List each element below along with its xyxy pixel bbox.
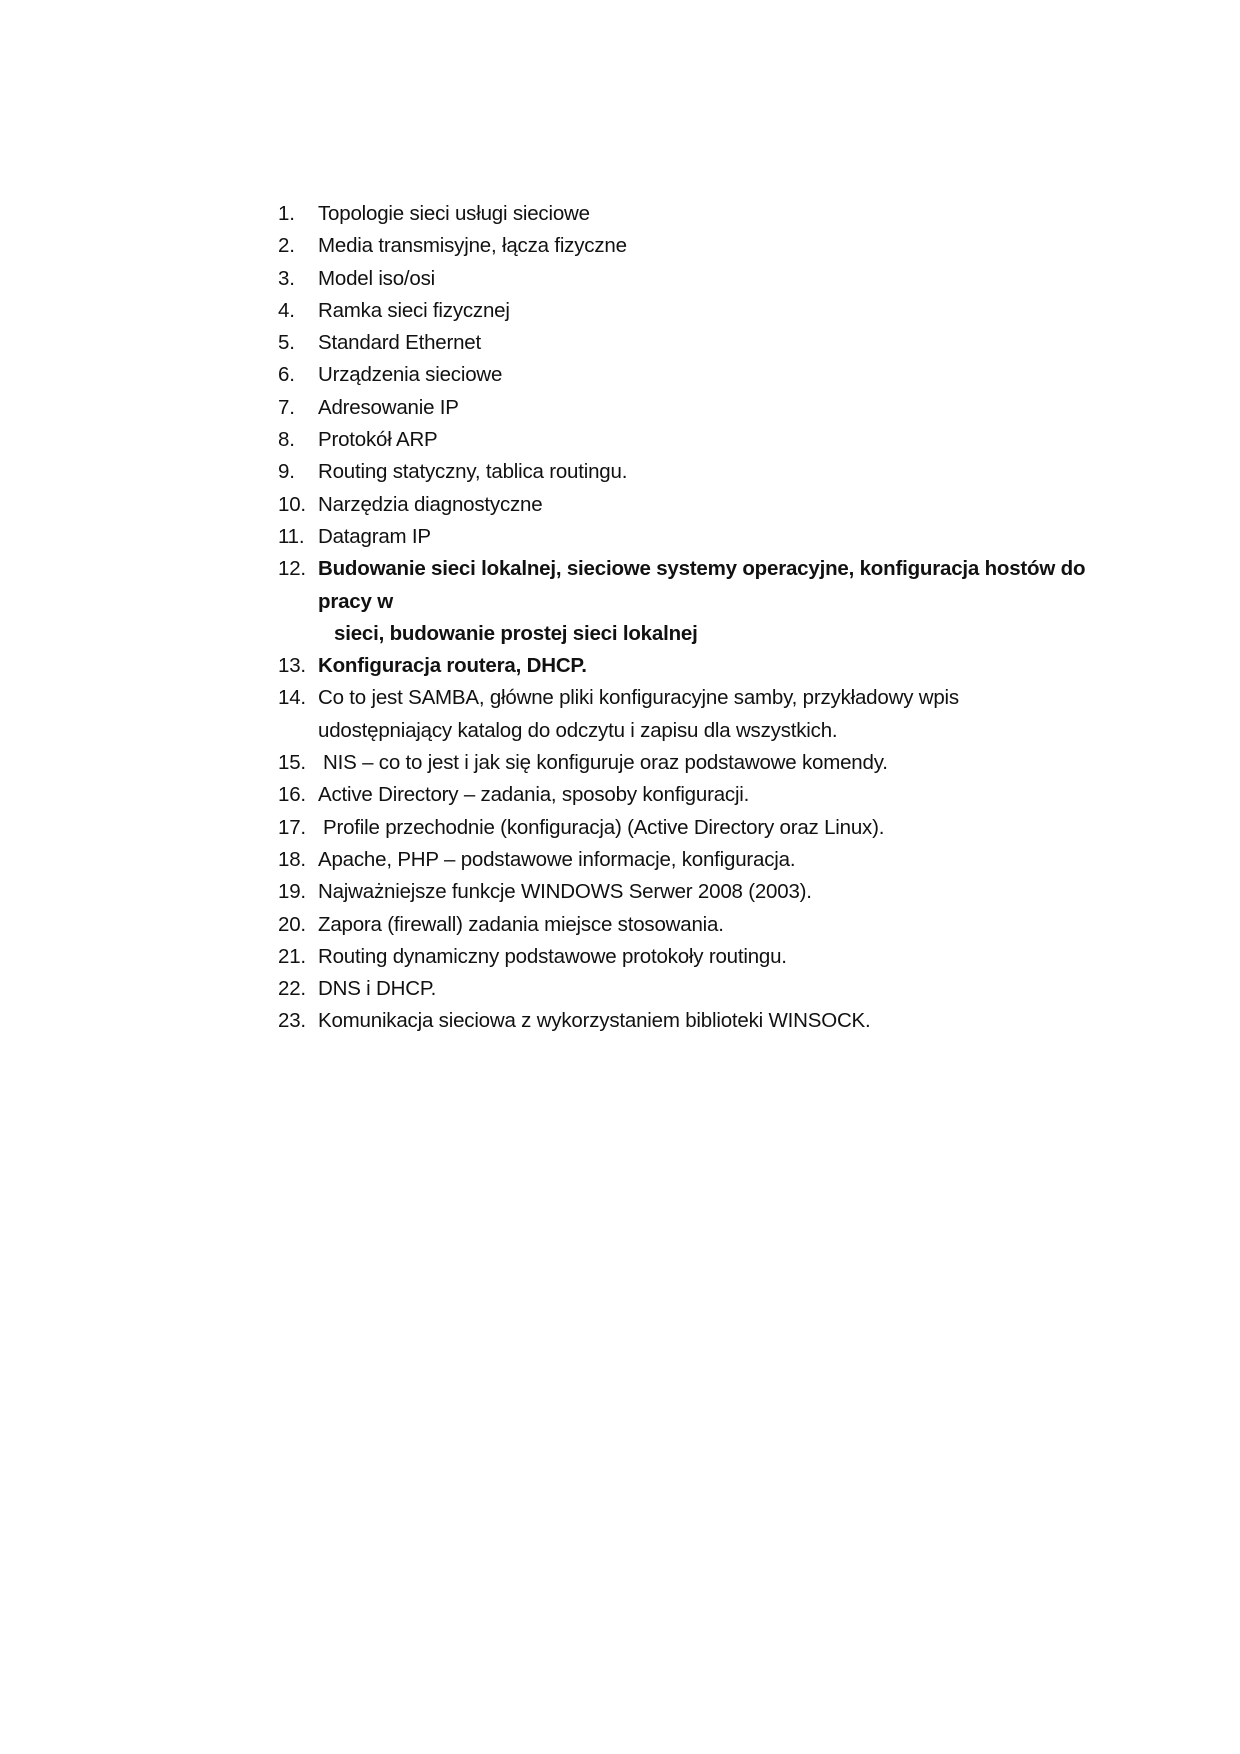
item-line: Najważniejsze funkcje WINDOWS Serwer 2008 (2003).: [318, 880, 812, 904]
list-item: [278, 392, 1098, 424]
item-text: [318, 973, 1098, 1005]
item-text: [318, 392, 1098, 424]
list-item: [278, 553, 1098, 650]
list-item: [278, 1005, 1098, 1037]
item-number: 10.: [278, 492, 306, 516]
item-number: 21.: [278, 944, 306, 968]
list-item: [278, 812, 1098, 844]
list-item: [278, 359, 1098, 391]
list-item: [278, 263, 1098, 295]
item-line: Komunikacja sieciowa z wykorzystaniem biblioteki WINSOCK.: [318, 1009, 871, 1033]
item-number: 15.: [278, 751, 306, 775]
item-line: sieci, budowanie prostej sieci lokalnej: [334, 621, 698, 645]
item-line: Media transmisyjne, łącza fizyczne: [318, 234, 627, 258]
item-text: [318, 489, 1098, 521]
item-text: [318, 1005, 1098, 1037]
item-line: Adresowanie IP: [318, 395, 459, 419]
item-number: 3.: [278, 266, 295, 290]
item-text: [318, 747, 1098, 779]
item-number: 12.: [278, 557, 306, 581]
list-item: [278, 489, 1098, 521]
item-line: Routing dynamiczny podstawowe protokoły routingu.: [318, 944, 787, 968]
item-line: Datagram IP: [318, 524, 431, 548]
list-item: [278, 650, 1098, 682]
list-item: [278, 424, 1098, 456]
item-text: [318, 876, 1098, 908]
item-text: [318, 521, 1098, 553]
list-item: [278, 779, 1098, 811]
item-text: [318, 327, 1098, 359]
item-number: 19.: [278, 880, 306, 904]
list-item: [278, 230, 1098, 262]
item-number: 8.: [278, 428, 295, 452]
item-text: [318, 812, 1098, 844]
list-item: [278, 941, 1098, 973]
item-text: [318, 456, 1098, 488]
list-item: [278, 876, 1098, 908]
item-text: [318, 230, 1098, 262]
item-number: 18.: [278, 847, 306, 871]
item-text: [318, 295, 1098, 327]
item-number: 6.: [278, 363, 295, 387]
item-line: Active Directory – zadania, sposoby konfiguracji.: [318, 783, 750, 807]
item-number: 2.: [278, 234, 295, 258]
list-item: [278, 844, 1098, 876]
list-item: [278, 521, 1098, 553]
item-text: [318, 650, 1098, 682]
item-line: Apache, PHP – podstawowe informacje, konfiguracja.: [318, 847, 796, 871]
item-number: 13.: [278, 654, 306, 678]
item-number: 23.: [278, 1009, 306, 1033]
item-text: [318, 198, 1098, 230]
item-text: [318, 844, 1098, 876]
item-line: DNS i DHCP.: [318, 977, 437, 1001]
item-text: [318, 909, 1098, 941]
item-text: [318, 424, 1098, 456]
item-number: 5.: [278, 331, 295, 355]
topic-list: [278, 198, 1098, 1038]
item-number: 11.: [278, 524, 305, 548]
item-line: Standard Ethernet: [318, 331, 481, 355]
item-line: Routing statyczny, tablica routingu.: [318, 460, 628, 484]
item-line: Narzędzia diagnostyczne: [318, 492, 543, 516]
item-line: Budowanie sieci lokalnej, sieciowe systemy operacyjne, konfiguracja hostów do: [318, 557, 1086, 581]
list-item: [278, 909, 1098, 941]
item-text: [318, 682, 1098, 747]
item-number: 7.: [278, 395, 295, 419]
list-item: [278, 327, 1098, 359]
item-line: Urządzenia sieciowe: [318, 363, 503, 387]
item-line: pracy w: [318, 589, 393, 613]
item-line: Konfiguracja routera, DHCP.: [318, 654, 587, 678]
item-text: [318, 359, 1098, 391]
item-number: 17.: [278, 815, 306, 839]
item-line: udostępniający katalog do odczytu i zapisu dla wszystkich.: [318, 718, 838, 742]
item-text: [318, 941, 1098, 973]
item-line: Zapora (firewall) zadania miejsce stosowania.: [318, 912, 724, 936]
list-item: [278, 747, 1098, 779]
item-line: Ramka sieci fizycznej: [318, 298, 510, 322]
item-number: 20.: [278, 912, 306, 936]
item-number: 16.: [278, 783, 306, 807]
item-line: Topologie sieci usługi sieciowe: [318, 202, 590, 225]
item-line: Model iso/osi: [318, 266, 436, 290]
item-text: [318, 263, 1098, 295]
item-number: 22.: [278, 977, 306, 1001]
item-number: 9.: [278, 460, 295, 484]
list-item: [278, 295, 1098, 327]
list-item: [278, 682, 1098, 747]
item-line: NIS – co to jest i jak się konfiguruje oraz podstawowe komendy.: [323, 751, 888, 775]
item-text: [318, 553, 1098, 650]
list-item: [278, 198, 1098, 230]
list-item: [278, 973, 1098, 1005]
item-number: 14.: [278, 686, 306, 710]
item-line: Protokół ARP: [318, 428, 438, 452]
list-item: [278, 456, 1098, 488]
item-number: 1.: [278, 202, 295, 225]
item-text: [318, 779, 1098, 811]
item-line: Co to jest SAMBA, główne pliki konfiguracyjne samby, przykładowy wpis: [318, 686, 959, 710]
item-number: 4.: [278, 298, 295, 322]
item-line: Profile przechodnie (konfiguracja) (Active Directory oraz Linux).: [323, 815, 885, 839]
